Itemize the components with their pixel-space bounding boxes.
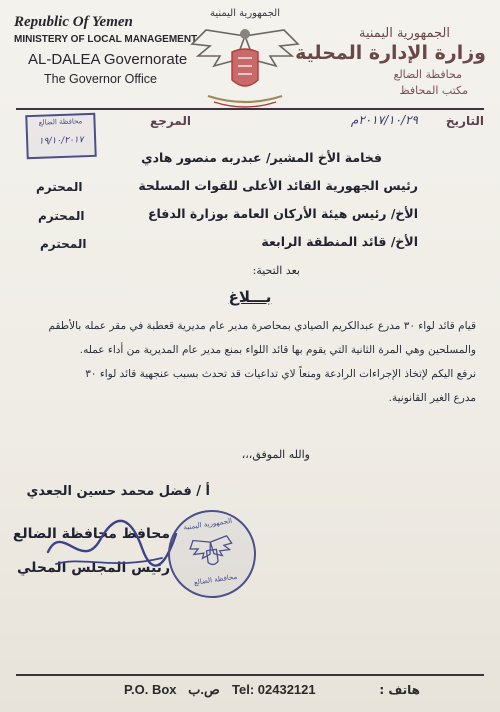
footer-pobox-ar: ص.ب	[188, 682, 220, 697]
subject-title: بـــلاغ	[228, 288, 272, 306]
recipient-suffix-2: المحترم	[36, 180, 83, 194]
recipient-line-2: رئيس الجهورية القائد الأعلى للقوات المسلحة	[138, 178, 418, 193]
letterhead-ar-ministry: وزارة الإدارة المحلية	[295, 42, 486, 64]
letterhead-en-country: Republic Of Yemen	[14, 14, 133, 30]
signatory-name: أ / فضل محمد حسين الجعدي	[26, 484, 210, 499]
footer-telephone	[232, 682, 316, 697]
recipient-suffix-3: المحترم	[38, 209, 85, 223]
recipient-line-1: فخامة الأخ المشير/ عبدربه منصور هادي	[141, 150, 382, 165]
body-line-1: قيام قائد لواء ٣٠ مدرع عبدالكريم الصيادي بمحاصرة مدير عام مديرية قعطبة في مقر عمله بالأطقم	[48, 320, 476, 332]
footer-tel-ar: هاتف :	[379, 683, 420, 697]
registry-stamp-line-2: ١٩/١٠/٢٠١٧	[38, 135, 84, 147]
letter-body	[20, 314, 476, 410]
seal-text-top: الجمهورية اليمنية	[182, 516, 233, 532]
seal-text-bottom: محافظة الضالع	[193, 572, 238, 587]
emblem-caption: الجمهورية اليمنية	[209, 8, 280, 19]
header-divider	[16, 108, 484, 110]
closing: والله الموفق،،،	[241, 448, 310, 461]
recipient-suffix-4: المحترم	[40, 237, 87, 251]
registry-stamp	[25, 113, 96, 159]
body-line-3: نرفع اليكم لإتخاذ الإجراءات الرادعة ومنعاً لاي تداعيات قد تحدث بسبب عنجهية قائد لواء ٣٠	[85, 368, 476, 380]
eagle-icon	[186, 22, 304, 112]
letterhead-ar-country: الجمهورية اليمنية	[358, 26, 450, 41]
letterhead-en-governorate: AL-DALEA Governorate	[28, 51, 188, 68]
letterhead-ar-governorate: محافظة الضالع	[393, 68, 462, 81]
greeting: بعد التحية:	[252, 264, 300, 277]
date-label: التاريخ	[445, 114, 484, 128]
signatory-title-2: رئيس المجلس المحلي	[16, 560, 170, 576]
letterhead-en-ministry: MINISTERY OF LOCAL MANAGEMENT	[14, 34, 198, 45]
signatory-title-1: محافظ محافظة الضالع	[12, 526, 170, 542]
national-emblem	[186, 6, 304, 112]
handwritten-signature	[42, 512, 182, 582]
seal-eagle-icon	[187, 533, 237, 573]
footer-divider	[16, 674, 484, 676]
footer-tel-value: 02432121	[257, 682, 316, 697]
recipient-line-3: الأخ/ رئيس هيئة الأركان العامة بوزارة الدفاع	[147, 206, 418, 221]
footer-pobox	[124, 682, 220, 698]
recipient-line-4: الأخ/ قائد المنطقة الرابعة	[261, 234, 418, 249]
footer-pobox-en: P.O. Box	[124, 682, 177, 697]
body-line-2: والمسلحين وهي المرة الثانية التي يقوم بها قائد اللواء بمنع مدير عام المديرية من أداء عمله.	[79, 344, 476, 356]
footer-tel-label: Tel:	[232, 682, 255, 697]
date-value: ٢٠١٧/١٠/٢٩م	[350, 113, 418, 127]
letterhead-ar-office: مكتب المحافظ	[399, 84, 468, 97]
letterhead-en-office: The Governor Office	[44, 72, 158, 86]
body-line-4: مدرع الغير القانونية.	[388, 392, 476, 404]
reference-label: المرجع	[150, 114, 191, 128]
registry-stamp-line-1: محافظة الضالع	[38, 117, 83, 127]
